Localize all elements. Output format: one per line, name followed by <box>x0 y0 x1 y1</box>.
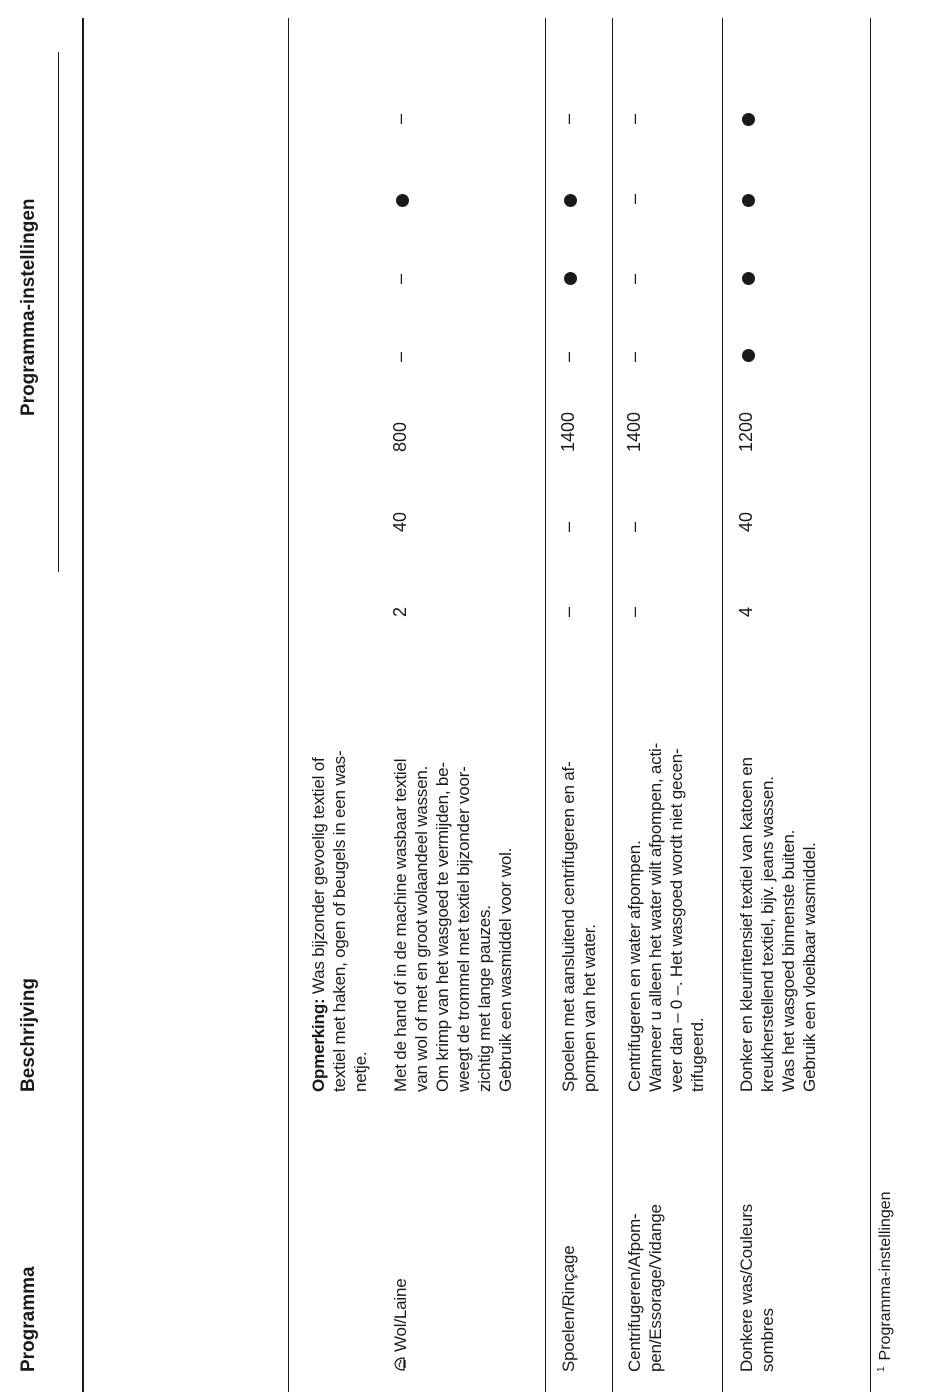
footnote-marker: 1 <box>876 1366 887 1372</box>
table-bottom-rule <box>870 18 871 1392</box>
row-wol-mark-2: – <box>390 273 410 284</box>
row-spoelen-mark-3 <box>564 194 577 207</box>
row-donkere-mark-3 <box>742 194 755 207</box>
row-spoelen-value-2: – <box>558 521 578 532</box>
header-beschrijving: Beschrijving <box>18 977 39 1092</box>
row-centrifugeren-value-3: 1400 <box>624 411 644 452</box>
row-centrifugeren-value-1: – <box>624 606 644 617</box>
row-wol-value-2: 40 <box>390 511 410 532</box>
row-divider-3 <box>612 18 613 1392</box>
row-spoelen-mark-2 <box>564 272 577 285</box>
row-centrifugeren-programma: Centrifugeren/Afpom- pen/Essorage/Vidange <box>625 1204 665 1372</box>
header-programma: Programma <box>18 1266 39 1372</box>
header-rule <box>82 18 84 1392</box>
row-centrifugeren-mark-1: – <box>624 351 644 362</box>
row-centrifugeren-mark-4: – <box>624 113 644 124</box>
row-centrifugeren-mark-2: – <box>624 273 644 284</box>
row-donkere-value-2: 40 <box>736 511 756 532</box>
row-donkere-programma: Donkere was/Couleurs sombres <box>737 1204 777 1372</box>
footnote-text: Programma-instellingen <box>877 1191 894 1361</box>
footnote <box>876 1191 895 1372</box>
row-donkere-mark-4 <box>742 113 755 126</box>
note-label: Opmerking: <box>309 998 328 1092</box>
row-spoelen-mark-4: – <box>558 113 578 124</box>
row-wol-label: Wol/Laine <box>391 1278 410 1352</box>
row-wol-mark-4: – <box>390 113 410 124</box>
row-spoelen-programma: Spoelen/Rinçage <box>559 1245 578 1372</box>
row-wol-value-1: 2 <box>390 606 410 617</box>
row-spoelen-beschrijving: Spoelen met aansluitend centrifugeren en af- pompen van het water. <box>559 761 599 1092</box>
row-centrifugeren-beschrijving: Centrifugeren en water afpompen. Wanneer u alleen het water wilt afpompen, acti- veer dan – 0 –. Het wasgoed wordt niet gecen- trifugeerd. <box>625 742 707 1092</box>
settings-header-rule <box>58 52 59 572</box>
row-centrifugeren-mark-3: – <box>624 193 644 204</box>
row-divider-4 <box>722 18 723 1392</box>
row-donkere-mark-1 <box>742 349 755 362</box>
row-wol-mark-1: – <box>390 351 410 362</box>
row-centrifugeren-value-2: – <box>624 521 644 532</box>
hand-wash-wool-icon <box>392 1356 408 1372</box>
header-programma-instellingen: Programma-instellingen <box>18 198 39 416</box>
row-donkere-mark-2 <box>742 272 755 285</box>
note-body: Was bijzonder gevoelig textiel of textiel met haken, ogen of beugels in een was- netje. <box>309 750 370 1092</box>
row-divider-2 <box>545 18 546 1392</box>
row-divider-1 <box>288 18 289 1392</box>
row-donkere-value-3: 1200 <box>736 411 756 452</box>
row-spoelen-mark-1: – <box>558 351 578 362</box>
row-wol-beschrijving: Met de hand of in de machine wasbaar textiel van wol of met en groot wolaandeel wassen. Om krimp van het wasgoed te vermijden, be- weegt de trommel met textiel bijzonder voor- zichtig met lange pauzes. Gebruik een wasmiddel voor wol. <box>391 758 515 1092</box>
note-text <box>308 751 371 1092</box>
row-spoelen-value-3: 1400 <box>558 411 578 452</box>
row-donkere-value-1: 4 <box>736 606 756 617</box>
row-donkere-beschrijving: Donker en kleurintensief textiel van katoen en kreukherstellend textiel, bijv. jeans wassen. Was het wasgoed binnenste buiten. Gebruik een vloeibaar wasmiddel. <box>737 757 819 1092</box>
row-wol-mark-3 <box>396 194 409 207</box>
row-wol-programma <box>390 1279 411 1373</box>
row-wol-value-3: 800 <box>390 421 410 452</box>
row-spoelen-value-1: – <box>558 606 578 617</box>
